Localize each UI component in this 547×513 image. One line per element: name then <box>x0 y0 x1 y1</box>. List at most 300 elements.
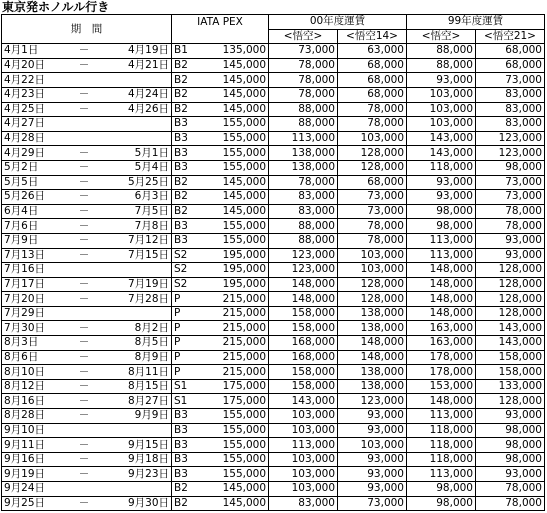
period-from-cell: 5月26日 <box>2 190 62 205</box>
period-from-cell: 8月16日 <box>2 394 62 409</box>
goku-00-cell: 103,000 <box>269 482 338 497</box>
period-from-cell: 5月2日 <box>2 160 62 175</box>
period-from-cell: 7月6日 <box>2 219 62 234</box>
goku14-00-cell: 68,000 <box>338 73 407 88</box>
period-from-cell: 8月28日 <box>2 409 62 424</box>
period-to-cell: 5月4日 <box>107 160 172 175</box>
iata-pex-cell: 145,000 <box>212 482 269 497</box>
goku-00-cell: 148,000 <box>269 277 338 292</box>
goku14-00-cell: 123,000 <box>338 394 407 409</box>
period-from-cell: 4月1日 <box>2 44 62 59</box>
period-dash-cell: － <box>62 204 107 219</box>
period-from-cell: 9月24日 <box>2 482 62 497</box>
table-row <box>2 409 545 424</box>
fare-class-cell: B2 <box>172 190 212 205</box>
period-from-cell: 7月17日 <box>2 277 62 292</box>
goku-99-cell: 163,000 <box>407 336 476 351</box>
goku14-00-cell: 138,000 <box>338 379 407 394</box>
goku21-99-cell: 73,000 <box>476 175 545 190</box>
period-to-cell: 8月9日 <box>107 350 172 365</box>
goku14-00-cell: 138,000 <box>338 306 407 321</box>
goku21-99-cell: 158,000 <box>476 350 545 365</box>
iata-pex-cell: 145,000 <box>212 175 269 190</box>
fare-class-cell: B3 <box>172 467 212 482</box>
period-to-cell <box>107 306 172 321</box>
goku21-99-cell: 128,000 <box>476 292 545 307</box>
fare-class-cell: P <box>172 365 212 380</box>
goku-00-cell: 158,000 <box>269 321 338 336</box>
period-from-cell: 8月10日 <box>2 365 62 380</box>
goku14-00-cell: 138,000 <box>338 321 407 336</box>
period-from-cell: 4月28日 <box>2 131 62 146</box>
iata-pex-cell: 145,000 <box>212 190 269 205</box>
goku14-00-cell: 68,000 <box>338 58 407 73</box>
period-to-cell: 7月8日 <box>107 219 172 234</box>
goku-00-cell: 138,000 <box>269 146 338 161</box>
period-dash-cell: － <box>62 277 107 292</box>
table-row <box>2 204 545 219</box>
sub-header-goku-99: <悟空> <box>407 29 476 44</box>
goku14-00-cell: 78,000 <box>338 102 407 117</box>
table-row <box>2 336 545 351</box>
period-dash-cell: － <box>62 336 107 351</box>
period-dash-cell: － <box>62 248 107 263</box>
goku-99-cell: 118,000 <box>407 438 476 453</box>
period-dash-cell: － <box>62 321 107 336</box>
period-to-cell: 6月3日 <box>107 190 172 205</box>
fare-class-cell: B3 <box>172 160 212 175</box>
table-row <box>2 175 545 190</box>
table-row <box>2 233 545 248</box>
period-to-cell: 8月15日 <box>107 379 172 394</box>
goku14-00-cell: 148,000 <box>338 336 407 351</box>
period-from-cell: 7月13日 <box>2 248 62 263</box>
period-to-cell: 8月27日 <box>107 394 172 409</box>
goku21-99-cell: 73,000 <box>476 190 545 205</box>
period-dash-cell: － <box>62 219 107 234</box>
goku-00-cell: 88,000 <box>269 233 338 248</box>
table-row <box>2 482 545 497</box>
goku-00-cell: 103,000 <box>269 423 338 438</box>
fare-table-body <box>2 15 545 511</box>
period-from-cell: 4月23日 <box>2 87 62 102</box>
iata-pex-cell: 155,000 <box>212 117 269 132</box>
goku-99-cell: 113,000 <box>407 409 476 424</box>
fare-class-cell: B2 <box>172 175 212 190</box>
table-row <box>2 131 545 146</box>
goku-00-cell: 113,000 <box>269 131 338 146</box>
goku-00-cell: 103,000 <box>269 467 338 482</box>
goku-99-cell: 93,000 <box>407 190 476 205</box>
period-to-cell: 9月15日 <box>107 438 172 453</box>
fare-class-cell: B3 <box>172 131 212 146</box>
goku-99-cell: 163,000 <box>407 321 476 336</box>
iata-pex-cell: 155,000 <box>212 438 269 453</box>
fare-table <box>1 14 545 511</box>
goku21-99-cell: 128,000 <box>476 306 545 321</box>
goku14-00-cell: 68,000 <box>338 175 407 190</box>
goku-99-cell: 98,000 <box>407 482 476 497</box>
table-row <box>2 438 545 453</box>
goku-99-cell: 148,000 <box>407 263 476 278</box>
goku-00-cell: 73,000 <box>269 44 338 59</box>
fare-class-cell: P <box>172 336 212 351</box>
period-dash-cell: － <box>62 44 107 59</box>
goku14-00-cell: 128,000 <box>338 146 407 161</box>
fare-class-cell: B2 <box>172 204 212 219</box>
goku21-99-cell: 158,000 <box>476 365 545 380</box>
fare-class-cell: B2 <box>172 482 212 497</box>
goku14-00-cell: 128,000 <box>338 277 407 292</box>
goku-00-cell: 78,000 <box>269 58 338 73</box>
iata-pex-cell: 145,000 <box>212 496 269 511</box>
goku-99-cell: 98,000 <box>407 204 476 219</box>
table-row <box>2 73 545 88</box>
iata-pex-cell: 145,000 <box>212 73 269 88</box>
period-to-cell: 5月1日 <box>107 146 172 161</box>
period-to-cell: 4月21日 <box>107 58 172 73</box>
period-from-cell: 6月4日 <box>2 204 62 219</box>
period-from-cell: 8月12日 <box>2 379 62 394</box>
iata-pex-cell: 195,000 <box>212 263 269 278</box>
fare-class-cell: B3 <box>172 146 212 161</box>
fare-class-cell: P <box>172 306 212 321</box>
period-to-cell: 8月2日 <box>107 321 172 336</box>
apex-header-blank <box>172 29 269 44</box>
table-row <box>2 496 545 511</box>
fare-class-cell: B3 <box>172 219 212 234</box>
iata-pex-cell: 195,000 <box>212 277 269 292</box>
period-from-cell: 7月20日 <box>2 292 62 307</box>
period-from-cell: 9月16日 <box>2 452 62 467</box>
period-to-cell: 9月30日 <box>107 496 172 511</box>
goku-00-cell: 88,000 <box>269 117 338 132</box>
iata-pex-cell: 145,000 <box>212 204 269 219</box>
period-to-cell <box>107 423 172 438</box>
goku-00-cell: 88,000 <box>269 102 338 117</box>
table-row <box>2 365 545 380</box>
goku-00-cell: 83,000 <box>269 496 338 511</box>
table-row <box>2 160 545 175</box>
goku21-99-cell: 83,000 <box>476 117 545 132</box>
goku14-00-cell: 103,000 <box>338 438 407 453</box>
goku-99-cell: 113,000 <box>407 467 476 482</box>
goku-00-cell: 158,000 <box>269 306 338 321</box>
iata-pex-cell: 215,000 <box>212 365 269 380</box>
period-to-cell <box>107 263 172 278</box>
iata-pex-cell: 135,000 <box>212 44 269 59</box>
period-dash-cell <box>62 423 107 438</box>
period-dash-cell <box>62 263 107 278</box>
period-to-cell: 5月25日 <box>107 175 172 190</box>
period-from-cell: 7月30日 <box>2 321 62 336</box>
goku-99-cell: 98,000 <box>407 496 476 511</box>
period-dash-cell: － <box>62 379 107 394</box>
goku-99-cell: 118,000 <box>407 452 476 467</box>
goku21-99-cell: 98,000 <box>476 160 545 175</box>
period-from-cell: 9月19日 <box>2 467 62 482</box>
table-row <box>2 58 545 73</box>
period-to-cell <box>107 482 172 497</box>
goku-99-cell: 148,000 <box>407 394 476 409</box>
period-from-cell: 7月9日 <box>2 233 62 248</box>
apex-header: IATA PEX <box>172 15 269 30</box>
fare-class-cell: B2 <box>172 87 212 102</box>
goku21-99-cell: 98,000 <box>476 438 545 453</box>
sub-header-goku-00: <悟空> <box>269 29 338 44</box>
period-from-cell: 4月27日 <box>2 117 62 132</box>
table-row <box>2 394 545 409</box>
goku21-99-cell: 78,000 <box>476 482 545 497</box>
period-to-cell: 4月24日 <box>107 87 172 102</box>
goku14-00-cell: 148,000 <box>338 350 407 365</box>
goku-99-cell: 153,000 <box>407 379 476 394</box>
goku21-99-cell: 78,000 <box>476 204 545 219</box>
iata-pex-cell: 215,000 <box>212 336 269 351</box>
goku-00-cell: 123,000 <box>269 263 338 278</box>
goku14-00-cell: 138,000 <box>338 365 407 380</box>
goku-99-cell: 93,000 <box>407 73 476 88</box>
goku-99-cell: 143,000 <box>407 131 476 146</box>
period-dash-cell: － <box>62 160 107 175</box>
period-to-cell: 9月9日 <box>107 409 172 424</box>
goku21-99-cell: 73,000 <box>476 73 545 88</box>
fare-class-cell: B2 <box>172 58 212 73</box>
iata-pex-cell: 215,000 <box>212 306 269 321</box>
table-row <box>2 219 545 234</box>
fare-class-cell: B3 <box>172 117 212 132</box>
period-from-cell: 7月16日 <box>2 263 62 278</box>
period-dash-cell <box>62 73 107 88</box>
period-to-cell <box>107 73 172 88</box>
goku14-00-cell: 103,000 <box>338 248 407 263</box>
period-dash-cell: － <box>62 146 107 161</box>
table-row <box>2 248 545 263</box>
goku-00-cell: 113,000 <box>269 438 338 453</box>
table-row <box>2 350 545 365</box>
period-from-cell: 8月6日 <box>2 350 62 365</box>
period-dash-cell: － <box>62 87 107 102</box>
fare-class-cell: S2 <box>172 263 212 278</box>
goku14-00-cell: 78,000 <box>338 117 407 132</box>
goku14-00-cell: 93,000 <box>338 409 407 424</box>
goku-99-cell: 98,000 <box>407 219 476 234</box>
goku21-99-cell: 93,000 <box>476 467 545 482</box>
fare-class-cell: B2 <box>172 102 212 117</box>
table-row <box>2 379 545 394</box>
goku-99-cell: 148,000 <box>407 292 476 307</box>
period-dash-cell: － <box>62 292 107 307</box>
goku-99-cell: 178,000 <box>407 350 476 365</box>
period-to-cell: 8月11日 <box>107 365 172 380</box>
period-from-cell: 4月22日 <box>2 73 62 88</box>
goku-00-cell: 88,000 <box>269 219 338 234</box>
goku21-99-cell: 133,000 <box>476 379 545 394</box>
goku21-99-cell: 93,000 <box>476 248 545 263</box>
goku21-99-cell: 78,000 <box>476 219 545 234</box>
goku-00-cell: 103,000 <box>269 409 338 424</box>
period-dash-cell: － <box>62 452 107 467</box>
goku-99-cell: 103,000 <box>407 117 476 132</box>
iata-pex-cell: 215,000 <box>212 321 269 336</box>
goku21-99-cell: 123,000 <box>476 146 545 161</box>
goku-99-cell: 118,000 <box>407 160 476 175</box>
table-row <box>2 44 545 59</box>
period-to-cell: 4月19日 <box>107 44 172 59</box>
goku14-00-cell: 63,000 <box>338 44 407 59</box>
goku21-99-cell: 128,000 <box>476 263 545 278</box>
period-dash-cell: － <box>62 58 107 73</box>
goku21-99-cell: 83,000 <box>476 87 545 102</box>
goku-00-cell: 83,000 <box>269 204 338 219</box>
period-dash-cell <box>62 306 107 321</box>
goku14-00-cell: 73,000 <box>338 204 407 219</box>
period-header: 期 間 <box>2 15 172 44</box>
goku-00-cell: 168,000 <box>269 336 338 351</box>
goku21-99-cell: 128,000 <box>476 394 545 409</box>
iata-pex-cell: 175,000 <box>212 379 269 394</box>
period-dash-cell: － <box>62 190 107 205</box>
iata-pex-cell: 155,000 <box>212 219 269 234</box>
table-row <box>2 321 545 336</box>
goku21-99-cell: 93,000 <box>476 409 545 424</box>
table-row <box>2 117 545 132</box>
goku21-99-cell: 78,000 <box>476 496 545 511</box>
table-row <box>2 87 545 102</box>
iata-pex-cell: 155,000 <box>212 409 269 424</box>
sub-header-goku21-99: <悟空21> <box>476 29 545 44</box>
year00-header: 00年度運賃 <box>269 15 407 30</box>
goku14-00-cell: 78,000 <box>338 219 407 234</box>
table-row <box>2 190 545 205</box>
goku14-00-cell: 73,000 <box>338 190 407 205</box>
goku21-99-cell: 143,000 <box>476 321 545 336</box>
fare-class-cell: S1 <box>172 379 212 394</box>
header-row-1 <box>2 15 545 30</box>
fare-class-cell: P <box>172 321 212 336</box>
period-dash-cell: － <box>62 350 107 365</box>
table-row <box>2 277 545 292</box>
iata-pex-cell: 215,000 <box>212 350 269 365</box>
period-dash-cell: － <box>62 409 107 424</box>
goku-99-cell: 148,000 <box>407 277 476 292</box>
iata-pex-cell: 155,000 <box>212 233 269 248</box>
period-from-cell: 5月5日 <box>2 175 62 190</box>
table-row <box>2 452 545 467</box>
period-to-cell: 8月5日 <box>107 336 172 351</box>
goku14-00-cell: 78,000 <box>338 233 407 248</box>
goku-00-cell: 78,000 <box>269 73 338 88</box>
period-from-cell: 9月10日 <box>2 423 62 438</box>
goku14-00-cell: 128,000 <box>338 292 407 307</box>
period-from-cell: 4月20日 <box>2 58 62 73</box>
iata-pex-cell: 175,000 <box>212 394 269 409</box>
iata-pex-cell: 145,000 <box>212 58 269 73</box>
goku-99-cell: 118,000 <box>407 423 476 438</box>
table-row <box>2 306 545 321</box>
fare-class-cell: B2 <box>172 73 212 88</box>
goku-99-cell: 113,000 <box>407 233 476 248</box>
fare-class-cell: S1 <box>172 394 212 409</box>
goku-99-cell: 93,000 <box>407 175 476 190</box>
goku21-99-cell: 128,000 <box>476 277 545 292</box>
goku21-99-cell: 68,000 <box>476 58 545 73</box>
period-dash-cell: － <box>62 438 107 453</box>
period-dash-cell: － <box>62 394 107 409</box>
period-to-cell: 7月15日 <box>107 248 172 263</box>
goku21-99-cell: 83,000 <box>476 102 545 117</box>
goku-99-cell: 178,000 <box>407 365 476 380</box>
goku14-00-cell: 93,000 <box>338 423 407 438</box>
fare-class-cell: S2 <box>172 277 212 292</box>
iata-pex-cell: 215,000 <box>212 292 269 307</box>
iata-pex-cell: 155,000 <box>212 423 269 438</box>
table-row <box>2 467 545 482</box>
goku21-99-cell: 68,000 <box>476 44 545 59</box>
period-to-cell: 4月26日 <box>107 102 172 117</box>
goku-00-cell: 83,000 <box>269 190 338 205</box>
fare-class-cell: B3 <box>172 452 212 467</box>
period-dash-cell: － <box>62 175 107 190</box>
period-from-cell: 4月29日 <box>2 146 62 161</box>
fare-class-cell: S2 <box>172 248 212 263</box>
goku14-00-cell: 93,000 <box>338 467 407 482</box>
period-dash-cell <box>62 117 107 132</box>
period-dash-cell <box>62 482 107 497</box>
goku21-99-cell: 98,000 <box>476 423 545 438</box>
goku21-99-cell: 123,000 <box>476 131 545 146</box>
goku-99-cell: 103,000 <box>407 87 476 102</box>
period-from-cell: 8月3日 <box>2 336 62 351</box>
fare-class-cell: P <box>172 350 212 365</box>
goku-99-cell: 88,000 <box>407 44 476 59</box>
goku14-00-cell: 68,000 <box>338 87 407 102</box>
period-dash-cell: － <box>62 365 107 380</box>
fare-class-cell: B3 <box>172 409 212 424</box>
goku-00-cell: 143,000 <box>269 394 338 409</box>
goku-00-cell: 148,000 <box>269 292 338 307</box>
table-row <box>2 292 545 307</box>
goku-00-cell: 158,000 <box>269 365 338 380</box>
iata-pex-cell: 155,000 <box>212 131 269 146</box>
fare-class-cell: B3 <box>172 233 212 248</box>
goku21-99-cell: 98,000 <box>476 452 545 467</box>
period-dash-cell: － <box>62 496 107 511</box>
period-to-cell: 7月5日 <box>107 204 172 219</box>
iata-pex-cell: 155,000 <box>212 160 269 175</box>
goku14-00-cell: 73,000 <box>338 496 407 511</box>
goku-00-cell: 158,000 <box>269 379 338 394</box>
goku21-99-cell: 93,000 <box>476 233 545 248</box>
period-to-cell: 9月23日 <box>107 467 172 482</box>
period-dash-cell <box>62 131 107 146</box>
goku-99-cell: 148,000 <box>407 306 476 321</box>
period-dash-cell: － <box>62 467 107 482</box>
goku-00-cell: 168,000 <box>269 350 338 365</box>
fare-class-cell: P <box>172 292 212 307</box>
iata-pex-cell: 145,000 <box>212 87 269 102</box>
goku-99-cell: 143,000 <box>407 146 476 161</box>
goku-00-cell: 138,000 <box>269 160 338 175</box>
iata-pex-cell: 195,000 <box>212 248 269 263</box>
year99-header: 99年度運賃 <box>407 15 545 30</box>
period-to-cell: 9月18日 <box>107 452 172 467</box>
goku-99-cell: 113,000 <box>407 248 476 263</box>
period-to-cell <box>107 131 172 146</box>
period-dash-cell: － <box>62 102 107 117</box>
fare-class-cell: B1 <box>172 44 212 59</box>
fare-class-cell: B2 <box>172 496 212 511</box>
